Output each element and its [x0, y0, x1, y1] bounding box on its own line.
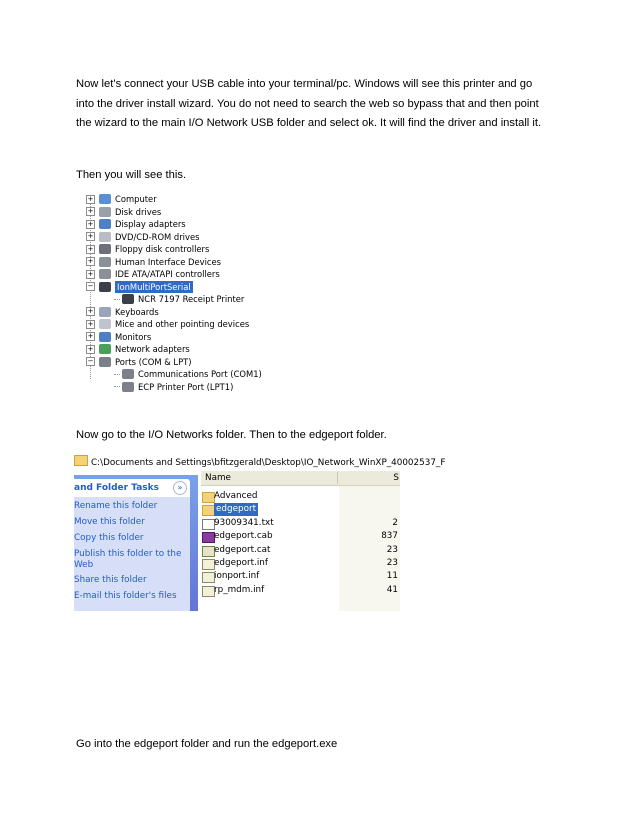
tree-item-label: Monitors: [115, 331, 152, 342]
collapse-icon[interactable]: −: [87, 282, 94, 290]
collapse-chevron-icon[interactable]: »: [173, 481, 187, 495]
file-size: 11: [386, 571, 398, 582]
cd-icon: [99, 232, 111, 242]
size-column-header[interactable]: S: [393, 473, 399, 483]
file-row[interactable]: [201, 490, 400, 503]
expand-icon[interactable]: +: [87, 344, 94, 353]
file-name: edgeport.cat: [214, 544, 271, 555]
port-icon: [122, 382, 134, 392]
address-path: C:\Documents and Settings\bfitzgerald\Desktop\IO_Network_WinXP_40002537_F: [91, 458, 446, 468]
expand-icon[interactable]: +: [87, 244, 94, 253]
usb-icon: [122, 294, 134, 304]
expand-icon[interactable]: +: [87, 307, 94, 315]
file-row[interactable]: [201, 570, 400, 583]
tree-item-label: Mice and other pointing devices: [115, 319, 250, 329]
file-row[interactable]: [201, 503, 400, 516]
tree-item[interactable]: [86, 231, 199, 243]
address-bar[interactable]: [74, 455, 446, 471]
task-link[interactable]: Publish this folder to the Web: [74, 549, 182, 570]
tree-item-label: Computer: [115, 194, 157, 204]
intro-line-1: Now let’s connect your USB cable into your terminal/pc. Windows will see this printer and go: [76, 78, 533, 90]
port-icon: [99, 357, 111, 367]
mouse-icon: [99, 319, 111, 329]
intro-line-3: the wizard to the main I/O Network USB folder and select ok. It will find the driver and install it.: [76, 117, 542, 129]
explorer-window: [74, 455, 446, 611]
usb-icon: [99, 282, 111, 292]
tree-item[interactable]: [114, 381, 233, 393]
expand-icon[interactable]: +: [87, 232, 94, 240]
tree-item[interactable]: [86, 356, 192, 368]
file-name: edgeport.cab: [214, 531, 273, 542]
tree-item-label: Display adapters: [115, 219, 186, 229]
tree-item-label: Human Interface Devices: [115, 256, 222, 267]
column-divider[interactable]: [337, 472, 338, 484]
expand-icon[interactable]: +: [87, 319, 94, 328]
tree-connector: [114, 386, 120, 387]
file-name: Advanced: [214, 491, 258, 501]
tree-item-label: NCR 7197 Receipt Printer: [138, 294, 245, 304]
tree-item[interactable]: [86, 193, 157, 205]
task-list: [74, 497, 190, 611]
tree-item[interactable]: [86, 281, 193, 293]
tree-connector: [114, 299, 120, 300]
file-row[interactable]: [201, 530, 400, 543]
intro-paragraph: [76, 75, 576, 134]
file-name: edgeport: [216, 504, 257, 515]
monitor-icon: [99, 332, 111, 342]
tree-item-label: Network adapters: [115, 344, 190, 354]
file-row[interactable]: [201, 557, 400, 570]
tree-item[interactable]: [86, 256, 221, 268]
column-header: [201, 471, 400, 486]
file-row[interactable]: [201, 584, 400, 597]
device-manager-tree: [86, 193, 286, 392]
tree-item[interactable]: [114, 293, 244, 305]
collapse-icon[interactable]: −: [87, 357, 94, 365]
task-link[interactable]: Share this folder: [74, 575, 147, 585]
tree-item[interactable]: [86, 268, 220, 280]
task-link[interactable]: Copy this folder: [74, 533, 144, 543]
file-name: edgeport.inf: [214, 558, 268, 568]
name-column-header[interactable]: Name: [205, 473, 231, 483]
tree-item[interactable]: [86, 318, 249, 330]
tree-item-label: Disk drives: [115, 206, 162, 217]
expand-icon[interactable]: +: [87, 332, 94, 340]
file-size: 41: [386, 584, 398, 595]
expand-icon[interactable]: +: [87, 207, 94, 215]
tree-item[interactable]: [86, 343, 190, 355]
expand-icon[interactable]: +: [87, 257, 94, 265]
port-icon: [122, 369, 134, 379]
ide-icon: [99, 269, 111, 279]
tree-item[interactable]: [114, 368, 262, 380]
file-row[interactable]: [201, 544, 400, 557]
expand-icon[interactable]: +: [87, 194, 94, 203]
tree-item-label: Keyboards: [115, 306, 159, 317]
folder-icon: [74, 455, 88, 466]
display-icon: [99, 219, 111, 229]
tree-item[interactable]: [86, 218, 186, 230]
task-link[interactable]: Move this folder: [74, 517, 145, 527]
expand-icon[interactable]: +: [87, 269, 94, 278]
file-name: 93009341.txt: [214, 517, 274, 528]
file-size: 23: [386, 558, 398, 568]
tree-item-label: DVD/CD-ROM drives: [115, 231, 200, 242]
keyboard-icon: [99, 307, 111, 317]
network-icon: [99, 344, 111, 354]
task-link[interactable]: Rename this folder: [74, 501, 158, 511]
then-see-this-text: Then you will see this.: [76, 169, 187, 181]
tree-item[interactable]: [86, 243, 209, 255]
task-pane: [74, 475, 198, 611]
task-pane-header[interactable]: [74, 479, 190, 497]
tree-item-label: IonMultiPortSerial: [117, 281, 191, 292]
tree-item[interactable]: [86, 206, 161, 218]
floppy-icon: [99, 244, 111, 254]
file-name: ionport.inf: [214, 571, 260, 582]
file-list: [201, 471, 400, 611]
file-size: 837: [381, 531, 398, 542]
intro-line-2: into the driver install wizard. You do not need to search the web so bypass that and then point: [76, 97, 539, 110]
task-link[interactable]: E-mail this folder's files: [74, 591, 177, 601]
run-edgeport-text: Go into the edgeport folder and run the edgeport.exe: [76, 738, 338, 750]
tree-item[interactable]: [86, 306, 159, 318]
file-row[interactable]: [201, 517, 400, 530]
hid-icon: [99, 257, 111, 267]
task-pane-title: and Folder Tasks: [74, 483, 159, 493]
disk-icon: [99, 207, 111, 217]
file-size: 23: [386, 544, 398, 555]
tree-item-label: Floppy disk controllers: [115, 244, 210, 254]
file-size: 2: [392, 517, 398, 528]
expand-icon[interactable]: +: [87, 219, 94, 228]
tree-item-label: Ports (COM & LPT): [115, 356, 192, 367]
tree-item-label: IDE ATA/ATAPI controllers: [115, 269, 220, 279]
file-name: rp_mdm.inf: [214, 584, 265, 595]
go-to-folder-text: Now go to the I/O Networks folder. Then to the edgeport folder.: [76, 429, 387, 441]
tree-item-label: Communications Port (COM1): [138, 369, 262, 379]
tree-connector: [114, 374, 120, 375]
tree-item[interactable]: [86, 331, 151, 343]
computer-icon: [99, 194, 111, 204]
tree-item-label: ECP Printer Port (LPT1): [138, 381, 234, 392]
